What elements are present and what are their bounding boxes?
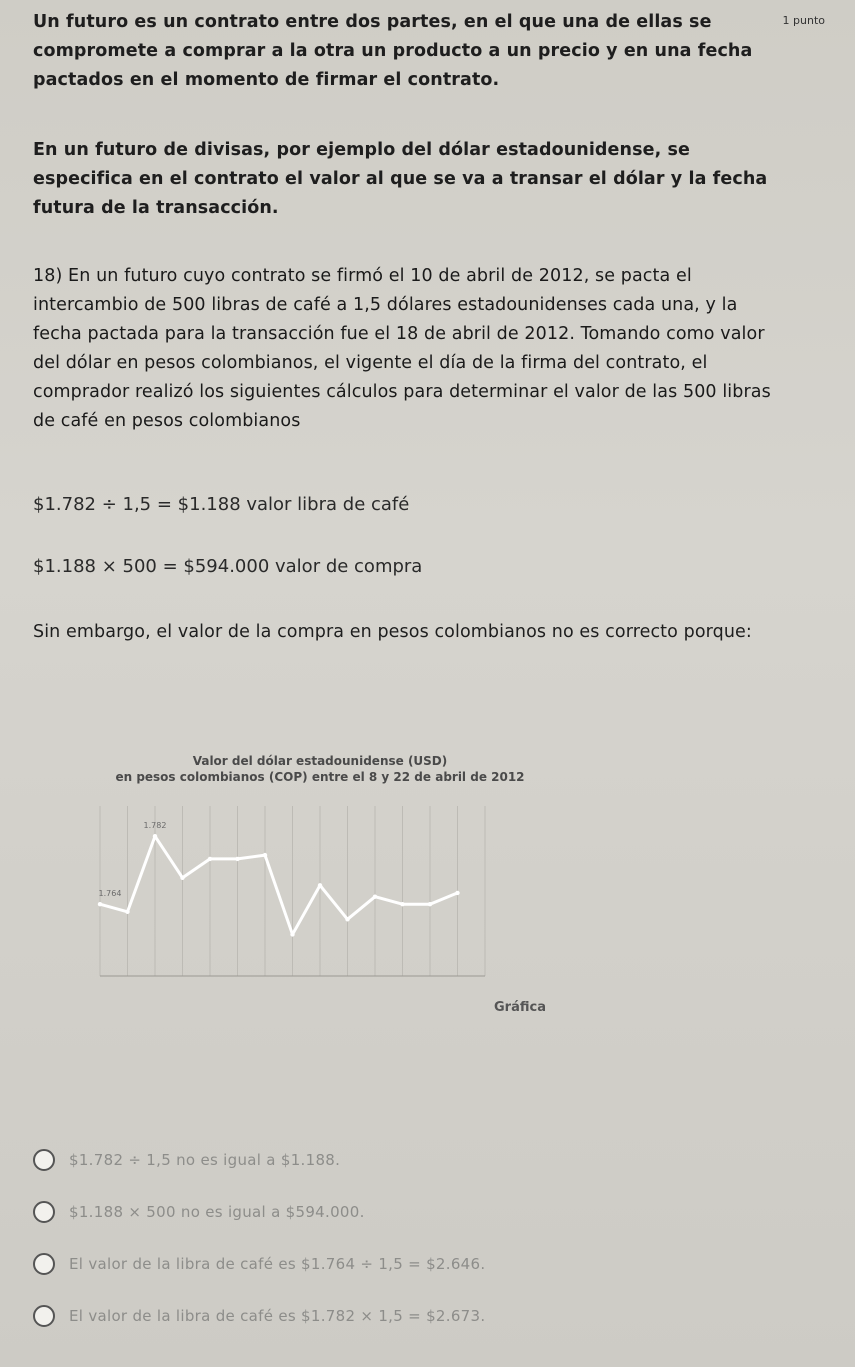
question-prompt: Sin embargo, el valor de la compra en pesos colombianos no es correcto porque: <box>33 622 752 642</box>
radio-button-d[interactable] <box>33 1305 55 1327</box>
data-point-9 <box>345 917 349 921</box>
calculation-1: $1.782 ÷ 1,5 = $1.188 valor libra de café <box>33 494 410 515</box>
points-label: 1 punto <box>782 14 825 27</box>
data-point-7 <box>290 932 294 936</box>
currency-future-text: En un futuro de divisas, por ejemplo del dólar estadounidense, se especifica en el contrato el valor al que se va a transar el dólar y la fecha futura de la transacción. <box>33 140 768 218</box>
data-label-2: 1.782 <box>143 821 167 831</box>
option-a-text: $1.782 ÷ 1,5 no es igual a $1.188. <box>69 1151 341 1169</box>
chart-caption: Gráfica <box>494 1000 546 1015</box>
chart-plot <box>60 786 500 1056</box>
option-c[interactable] <box>33 1244 485 1284</box>
data-point-3 <box>180 876 184 880</box>
data-point-13 <box>455 891 459 895</box>
data-point-12 <box>428 902 432 906</box>
calculation-2: $1.188 × 500 = $594.000 valor de compra <box>33 556 423 577</box>
radio-button-b[interactable] <box>33 1201 55 1223</box>
question-statement: 18) En un futuro cuyo contrato se firmó el 10 de abril de 2012, se pacta el intercambio de 500 libras de café a 1,5 dólares estadounidenses cada una, y la fecha pactada para la transacción fue el 18 de abril de 2012. Tomando como valor del dólar en pesos colombianos, el vigente el día de la firma del contrato, el comprador realizó los siguientes cálculos para determinar el valor de las 500 libras de café en pesos colombianos <box>33 266 771 431</box>
data-point-5 <box>235 857 239 861</box>
futures-definition: Un futuro es un contrato entre dos partes, en el que una de ellas se compromete a comprar a la otra un producto a un precio y en una fecha pactados en el momento de firmar el contrato. <box>33 12 753 90</box>
radio-button-c[interactable] <box>33 1253 55 1275</box>
radio-button-a[interactable] <box>33 1149 55 1171</box>
data-point-10 <box>373 894 377 898</box>
series-line <box>100 836 458 934</box>
data-point-11 <box>400 902 404 906</box>
chart-title: Valor del dólar estadounidense (USD) <box>192 754 448 768</box>
option-c-text: El valor de la libra de café es $1.764 ÷ 1,5 = $2.646. <box>69 1255 486 1273</box>
option-b-text: $1.188 × 500 no es igual a $594.000. <box>69 1203 365 1221</box>
chart-subtitle: en pesos colombianos (COP) entre el 8 y 22 de abril de 2012 <box>115 770 525 784</box>
data-point-6 <box>263 853 267 857</box>
exchange-rate-chart <box>60 754 580 1064</box>
data-point-1 <box>125 910 129 914</box>
option-d-text: El valor de la libra de café es $1.782 × 1,5 = $2.673. <box>69 1307 486 1325</box>
option-d[interactable] <box>33 1296 485 1336</box>
option-b[interactable] <box>33 1192 365 1232</box>
data-point-0 <box>98 902 102 906</box>
data-point-2 <box>153 834 157 838</box>
option-a[interactable] <box>33 1140 340 1180</box>
data-label-0: 1.764 <box>98 889 122 899</box>
data-point-8 <box>318 883 322 887</box>
data-point-4 <box>208 857 212 861</box>
